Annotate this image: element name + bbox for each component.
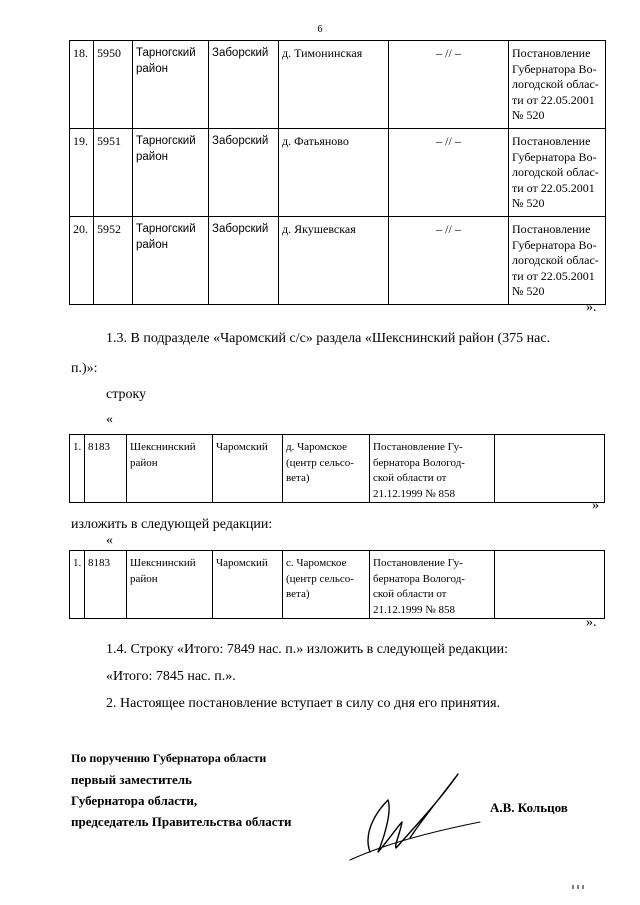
row-district: Тарногский район <box>133 129 209 217</box>
new-close-quote: ». <box>586 615 597 630</box>
row-empty-cell <box>495 435 605 503</box>
row-basis: Постановление Губернатора Во- логодской облас- ти от 22.05.2001 № 520 <box>509 129 606 217</box>
row-basis: Постановление Гу- бернатора Вологод- ской области от 21.12.1999 № 858 <box>370 435 495 503</box>
table-row <box>70 217 606 305</box>
row-code: 8183 <box>85 551 127 619</box>
row-district: Шекснинский район <box>127 435 213 503</box>
table-row <box>70 129 606 217</box>
row-word: строку <box>106 387 147 402</box>
table-close-quote: ». <box>586 300 597 315</box>
page-number: 6 <box>317 24 323 35</box>
row-council: Чаромский <box>213 551 283 619</box>
row-basis: Постановление Губернатора Во- логодской облас- ти от 22.05.2001 № 520 <box>509 41 606 129</box>
row-council: Заборский <box>209 217 279 305</box>
table-row <box>70 551 605 619</box>
row-empty-cell <box>495 551 605 619</box>
row-locality: д. Якушевская <box>279 217 389 305</box>
row-code: 5950 <box>94 41 133 129</box>
table-row <box>70 435 605 503</box>
row-number: 18. <box>70 41 94 129</box>
row-number: 20. <box>70 217 94 305</box>
old-close-quote: » <box>592 498 599 513</box>
row-code: 5951 <box>94 129 133 217</box>
signatory-line-4: председатель Правительства области <box>71 814 292 829</box>
replace-text: изложить в следующей редакции: <box>71 517 273 532</box>
new-open-quote: « <box>106 533 113 548</box>
localities-table <box>69 40 606 305</box>
row-number: 1. <box>70 435 85 503</box>
row-locality: с. Чаромское (центр сельсо- вета) <box>283 551 370 619</box>
signatory-line-1: По поручению Губернатора области <box>71 751 267 765</box>
old-row-table <box>69 434 605 503</box>
row-council: Чаромский <box>213 435 283 503</box>
scan-mark <box>572 884 586 890</box>
row-ditto: – // – <box>389 129 509 217</box>
signatory-line-3: Губернатора области, <box>71 793 198 808</box>
row-basis: Постановление Гу- бернатора Вологод- ской области от 21.12.1999 № 858 <box>370 551 495 619</box>
section-1-4-text: 1.4. Строку «Итого: 7849 нас. п.» изложить в следующей редакции: <box>106 642 509 657</box>
open-quote: « <box>106 412 113 427</box>
row-ditto: – // – <box>389 217 509 305</box>
section-1-3-text: 1.3. В подразделе «Чаромский с/с» раздела «Шекснинский район (375 нас. <box>106 331 551 346</box>
total-line: «Итого: 7845 нас. п.». <box>106 669 236 684</box>
handwritten-signature <box>340 760 490 870</box>
row-council: Заборский <box>209 41 279 129</box>
table-row <box>70 41 606 129</box>
row-locality: д. Тимонинская <box>279 41 389 129</box>
row-number: 19. <box>70 129 94 217</box>
row-code: 8183 <box>85 435 127 503</box>
section-1-3-continuation: п.)»: <box>71 361 98 376</box>
row-number: 1. <box>70 551 85 619</box>
row-basis: Постановление Губернатора Во- логодской облас- ти от 22.05.2001 № 520 <box>509 217 606 305</box>
signatory-block <box>71 748 291 832</box>
row-district: Тарногский район <box>133 41 209 129</box>
row-code: 5952 <box>94 217 133 305</box>
signatory-line-2: первый заместитель <box>71 772 192 787</box>
row-district: Шекснинский район <box>127 551 213 619</box>
new-row-table <box>69 550 605 619</box>
row-locality: д. Чаромское (центр сельсо- вета) <box>283 435 370 503</box>
row-locality: д. Фатьяново <box>279 129 389 217</box>
section-2-text: 2. Настоящее постановление вступает в силу со дня его принятия. <box>106 696 501 711</box>
row-council: Заборский <box>209 129 279 217</box>
row-district: Тарногский район <box>133 217 209 305</box>
signatory-name: А.В. Кольцов <box>490 800 568 815</box>
row-ditto: – // – <box>389 41 509 129</box>
